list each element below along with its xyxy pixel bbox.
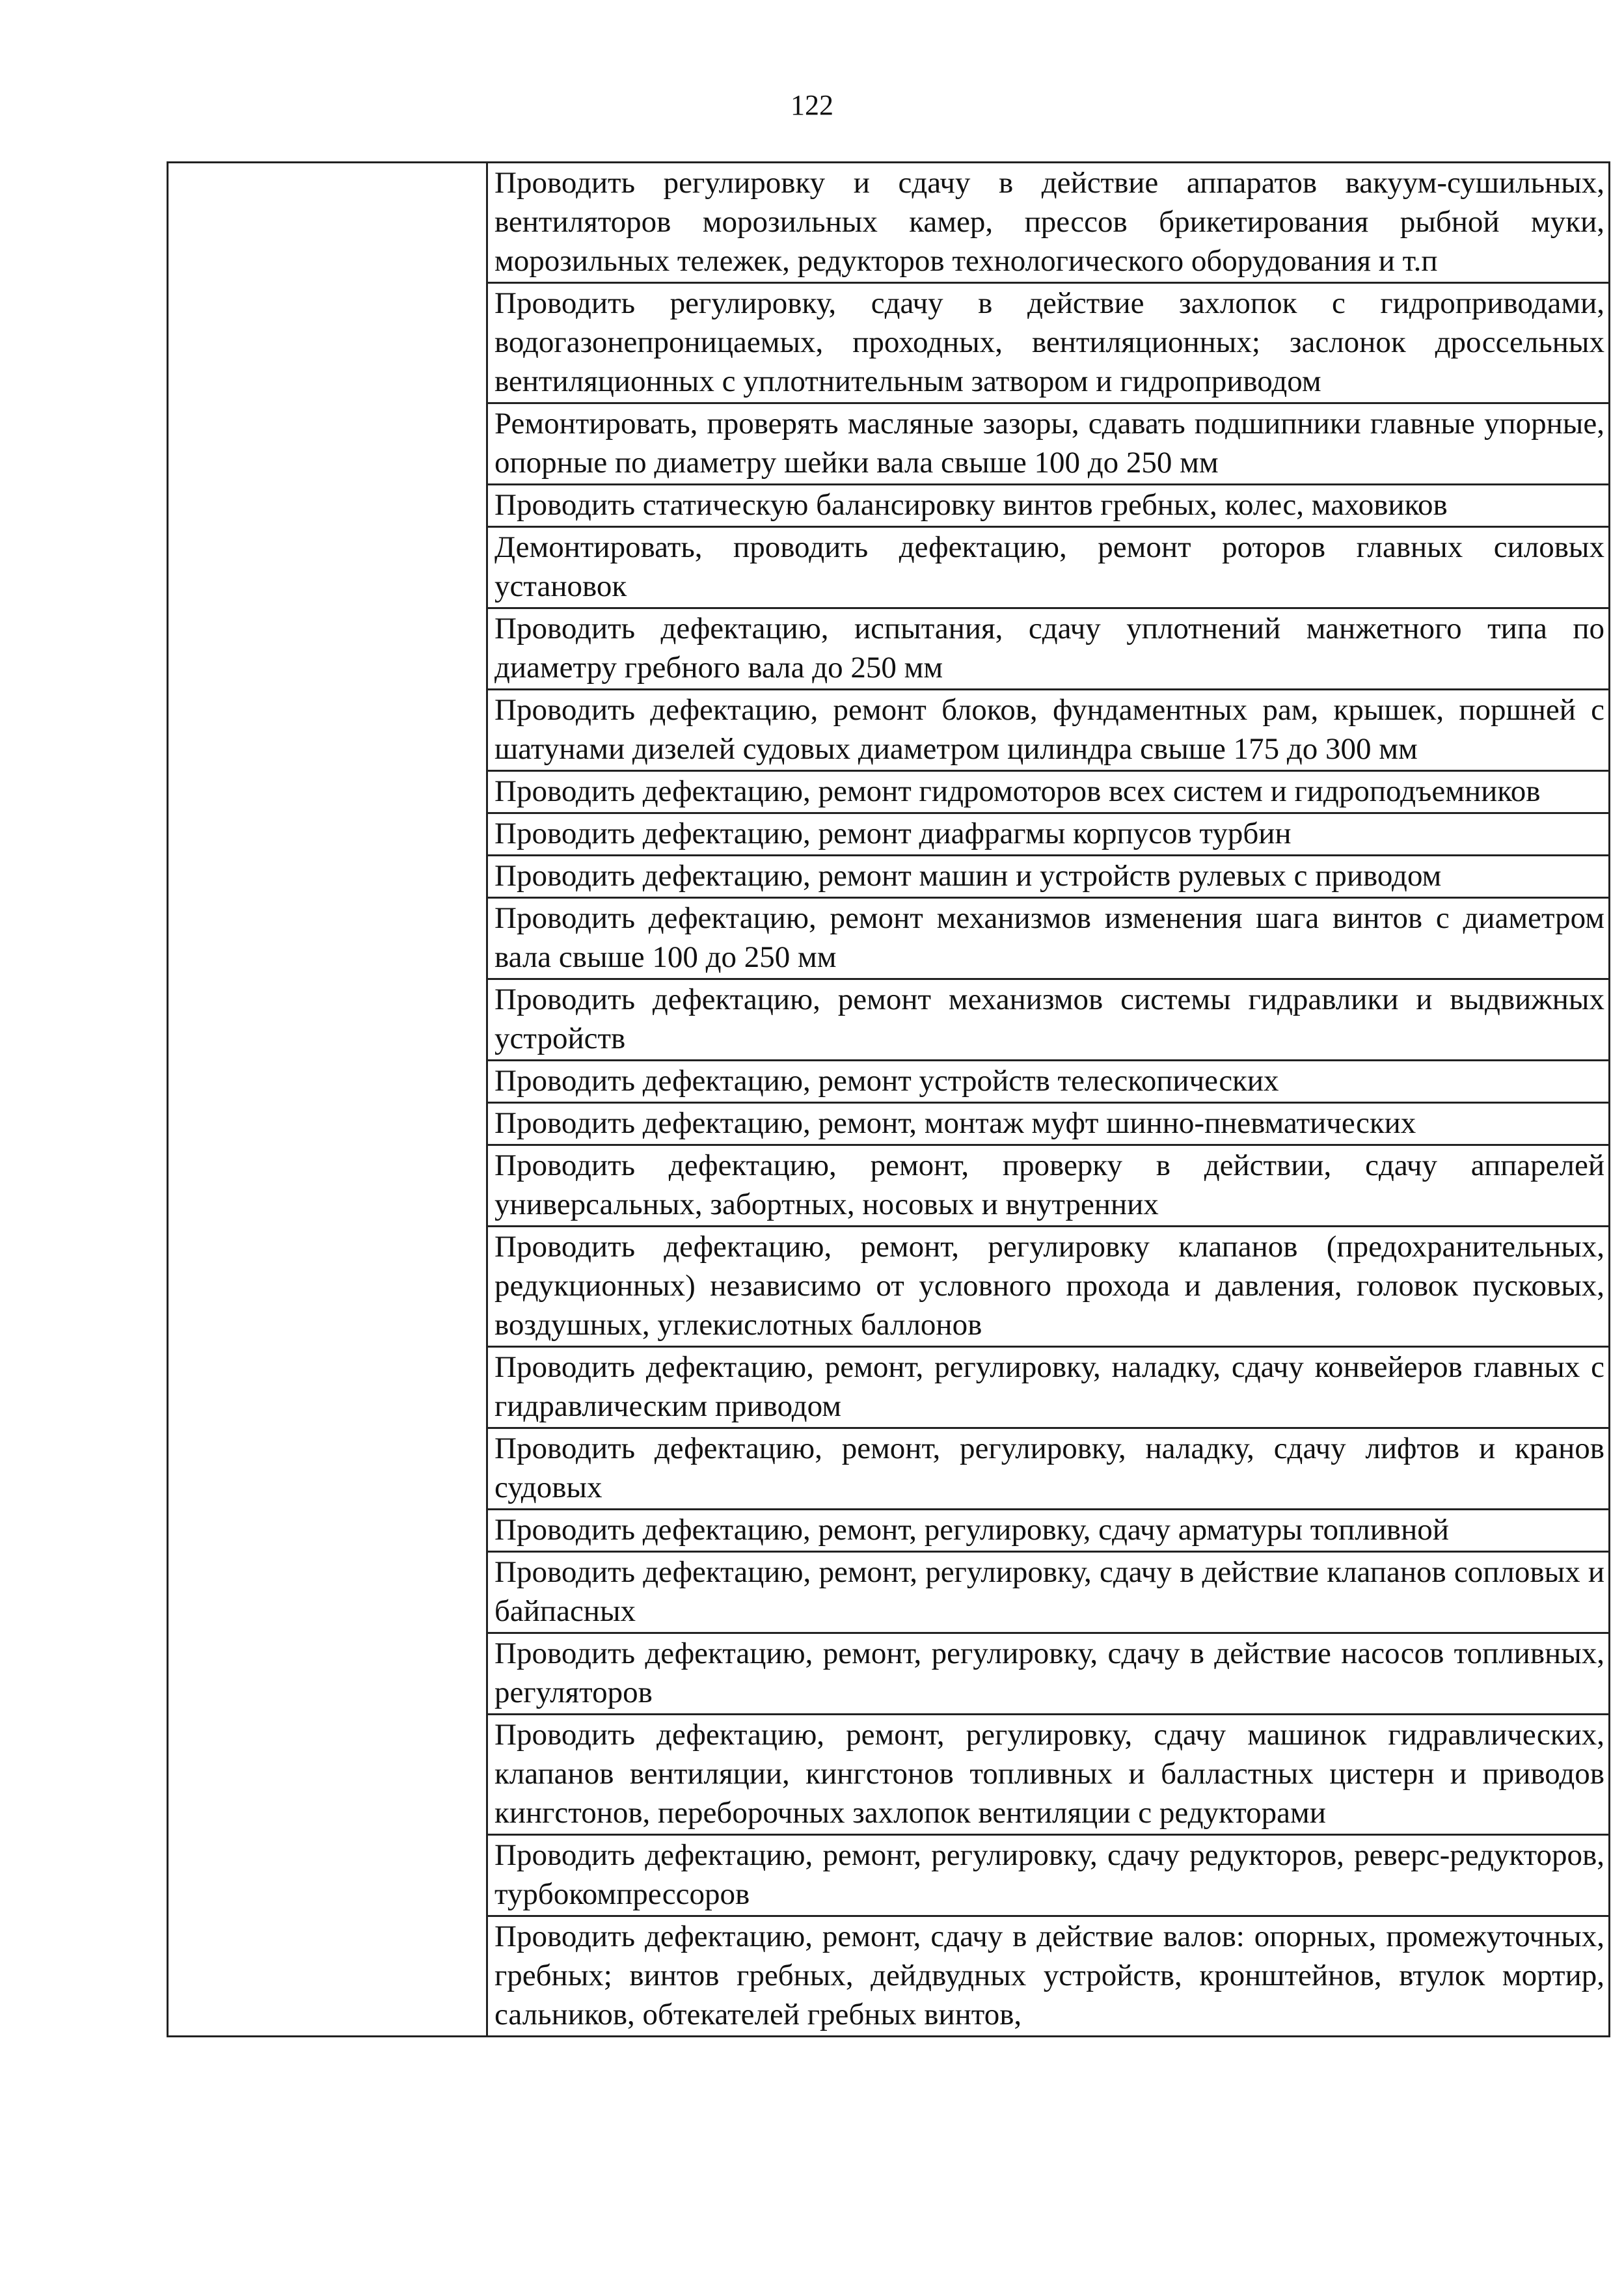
task-row: Проводить дефектацию, ремонт, регулировку, сдачу арматуры топливной	[488, 1510, 1608, 1553]
task-row: Демонтировать, проводить дефектацию, ремонт роторов главных силовых установок	[488, 528, 1608, 609]
task-row: Проводить дефектацию, ремонт блоков, фундаментных рам, крышек, поршней с шатунами дизелей судовых диаметром цилиндра свыше 175 до 300 мм	[488, 690, 1608, 772]
task-row: Проводить дефектацию, ремонт, регулировку, сдачу в действие клапанов сопловых и байпасных	[488, 1553, 1608, 1634]
task-row: Проводить дефектацию, испытания, сдачу уплотнений манжетного типа по диаметру гребного вала до 250 мм	[488, 609, 1608, 690]
task-row: Проводить дефектацию, ремонт, проверку в действии, сдачу аппарелей универсальных, забортных, носовых и внутренних	[488, 1146, 1608, 1227]
page-number: 122	[791, 89, 833, 121]
task-row: Проводить дефектацию, ремонт машин и устройств рулевых с приводом	[488, 856, 1608, 899]
task-row: Проводить дефектацию, ремонт, регулировку, наладку, сдачу конвейеров главных с гидравлическим приводом	[488, 1348, 1608, 1429]
task-row: Проводить дефектацию, ремонт устройств телескопических	[488, 1061, 1608, 1104]
task-row: Проводить регулировку и сдачу в действие аппаратов вакуум-сушильных, вентиляторов морозильных камер, прессов брикетирования рыбной муки, морозильных тележек, редукторов технологического оборудования и т.п	[488, 163, 1608, 284]
task-row: Проводить дефектацию, ремонт диафрагмы корпусов турбин	[488, 814, 1608, 856]
task-row: Проводить дефектацию, ремонт, регулировку, сдачу машинок гидравлических, клапанов вентиляции, кингстонов топливных и балластных цистерн и приводов кингстонов, переборочных захлопок вентиляции с редукторами	[488, 1715, 1608, 1836]
task-row: Проводить статическую балансировку винтов гребных, колес, маховиков	[488, 485, 1608, 528]
left-empty-column	[168, 163, 487, 2037]
task-row: Проводить регулировку, сдачу в действие захлопок с гидроприводами, водогазонепроницаемых, проходных, вентиляционных; заслонок дроссельных вентиляционных с уплотнительным затвором и гидроприводом	[488, 284, 1608, 404]
task-row: Проводить дефектацию, ремонт, монтаж муфт шинно-пневматических	[488, 1104, 1608, 1146]
task-row: Проводить дефектацию, ремонт, регулировку, наладку, сдачу лифтов и кранов судовых	[488, 1429, 1608, 1510]
task-row: Проводить дефектацию, ремонт, регулировку, сдачу в действие насосов топливных, регуляторов	[488, 1634, 1608, 1715]
task-row: Проводить дефектацию, ремонт, регулировку клапанов (предохранительных, редукционных) независимо от условного прохода и давления, головок пусковых, воздушных, углекислотных баллонов	[488, 1227, 1608, 1348]
document-table	[167, 161, 1610, 2037]
task-list-column	[487, 163, 1610, 2037]
task-row: Проводить дефектацию, ремонт, сдачу в действие валов: опорных, промежуточных, гребных; винтов гребных, дейдвудных устройств, кронштейнов, втулок мортир, сальников, обтекателей гребных винтов,	[494, 1920, 1604, 2031]
task-row: Ремонтировать, проверять масляные зазоры, сдавать подшипники главные упорные, опорные по диаметру шейки вала свыше 100 до 250 мм	[488, 404, 1608, 485]
task-row: Проводить дефектацию, ремонт, регулировку, сдачу редукторов, реверс-редукторов, турбокомпрессоров	[488, 1836, 1608, 1917]
table-row	[168, 163, 1610, 2037]
task-row: Проводить дефектацию, ремонт механизмов системы гидравлики и выдвижных устройств	[488, 980, 1608, 1061]
task-row: Проводить дефектацию, ремонт гидромоторов всех систем и гидроподъемников	[488, 772, 1608, 814]
task-row: Проводить дефектацию, ремонт механизмов изменения шага винтов с диаметром вала свыше 100 до 250 мм	[488, 899, 1608, 980]
